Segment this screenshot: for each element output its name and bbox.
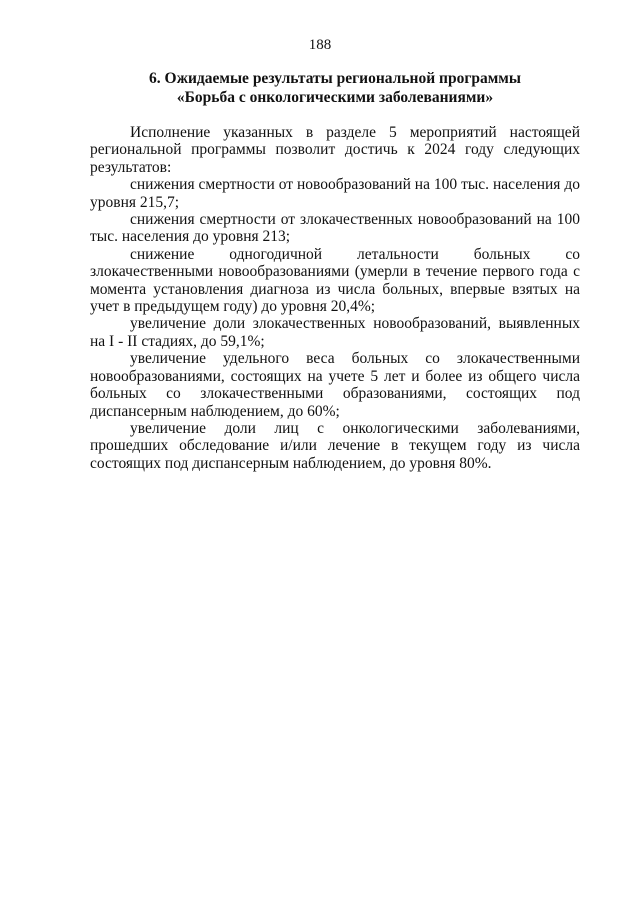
result-item-one-year-lethality: снижение одногодичной летальности больных со злокачественными новообразованиями (умерли в течение первого года с момента установления диагноза из числа больных, впервые взятых на учет в предыдущем году) до уровня 20,4%; <box>90 245 580 316</box>
section-heading <box>90 69 580 107</box>
result-item-mortality-malignant: снижения смертности от злокачественных новообразований на 100 тыс. населения до уровня 213; <box>90 211 580 246</box>
intro-paragraph: Исполнение указанных в разделе 5 мероприятий настоящей региональной программы позволит достичь к 2024 году следующих результатов: <box>90 124 580 176</box>
page-number: 188 <box>308 37 332 53</box>
result-item-mortality-neoplasms: снижения смертности от новообразований на 100 тыс. населения до уровня 215,7; <box>90 176 580 211</box>
result-item-examination-treatment: увеличение доли лиц с онкологическими заболеваниями, прошедших обследование и/или лечение в текущем году из числа состоящих под диспансерным наблюдением, до уровня 80%. <box>90 419 580 472</box>
section-heading-line-2: «Борьба с онкологическими заболеваниями» <box>176 89 494 106</box>
result-item-early-detection: увеличение доли злокачественных новообразований, выявленных на I - II стадиях, до 59,1%; <box>90 315 580 350</box>
result-item-five-year-registration: увеличение удельного веса больных со злокачественными новообразованиями, состоящих на учете 5 лет и более из общего числа больных со злокачественными образованиями, состоящих под диспансерным наблюдением, до 60%; <box>90 350 580 420</box>
body-text <box>90 124 580 472</box>
section-heading-line-1: 6. Ожидаемые результаты региональной программы <box>149 70 521 87</box>
